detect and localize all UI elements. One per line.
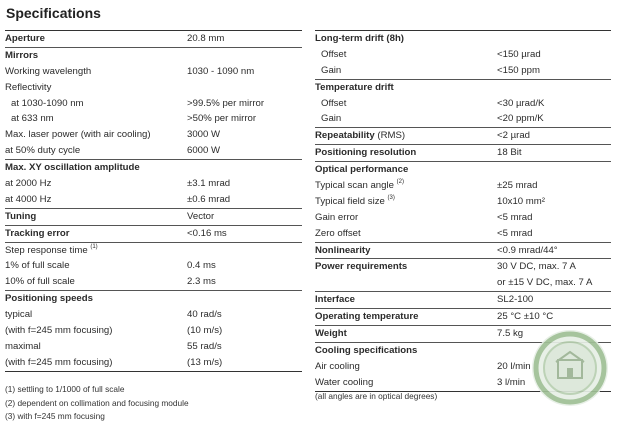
spec-value: (10 m/s) — [187, 325, 223, 337]
spec-label — [315, 292, 355, 308]
spec-row — [5, 143, 302, 159]
spec-label — [315, 194, 395, 210]
spec-label — [315, 326, 347, 342]
spec-label-text: Gain error — [315, 211, 359, 223]
spec-label-text: Long-term drift (8h) — [315, 33, 404, 44]
spec-row — [5, 30, 302, 47]
spec-label-text: Optical performance — [315, 164, 409, 176]
spec-label — [315, 111, 341, 127]
footnote-ref: (1) — [90, 243, 98, 250]
spec-row — [5, 274, 302, 290]
spec-label — [315, 259, 407, 275]
spec-value: <0.9 mrad/44° — [497, 244, 558, 256]
spec-label-text: Positioning speeds — [5, 293, 93, 305]
spec-label-text: Mirrors — [5, 49, 39, 61]
spec-row — [315, 258, 611, 291]
spec-label-text: (with f=245 mm focusing) — [5, 325, 113, 337]
spec-label — [5, 291, 93, 307]
spec-row — [315, 242, 611, 259]
spec-row — [5, 47, 302, 64]
spec-row — [5, 159, 302, 176]
spec-value: 10x10 mm² — [497, 195, 545, 207]
spec-value: 40 rad/s — [187, 309, 222, 321]
spec-value: (13 m/s) — [187, 356, 223, 368]
watermark-seal — [532, 330, 608, 406]
spec-row — [5, 307, 302, 323]
spec-label-text: Max. laser power (with air cooling) — [5, 129, 151, 141]
spec-value: 3000 W — [187, 129, 221, 141]
spec-value: >50% per mirror — [187, 113, 257, 125]
spec-label-text: Air cooling — [315, 360, 360, 372]
spec-label-text: Reflectivity — [5, 81, 52, 93]
spec-label-text: Nonlinearity — [315, 244, 371, 256]
spec-label-text: typical — [5, 309, 33, 321]
spec-table-left — [5, 30, 302, 372]
spec-row — [315, 111, 611, 127]
spec-row — [5, 339, 302, 355]
spec-label — [5, 176, 51, 192]
spec-label — [5, 127, 151, 143]
spec-value: <150 ppm — [497, 64, 540, 76]
spec-label — [5, 274, 75, 290]
spec-value: Vector — [187, 210, 215, 222]
spec-label — [5, 243, 98, 259]
spec-label-text: Interface — [315, 294, 355, 306]
spec-label-text: maximal — [5, 340, 41, 352]
spec-label — [315, 31, 404, 47]
spec-row — [315, 127, 611, 144]
spec-label-text: Step response time — [5, 244, 88, 256]
spec-row — [5, 192, 302, 208]
spec-value: SL2-100 — [497, 294, 534, 306]
spec-label-text: at 4000 Hz — [5, 193, 52, 205]
spec-row — [315, 226, 611, 242]
spec-label — [5, 31, 45, 47]
spec-value: 3 l/min — [497, 376, 526, 388]
spec-row — [5, 64, 302, 80]
spec-label — [315, 128, 405, 144]
spec-value: <20 ppm/K — [497, 113, 544, 125]
spec-label — [5, 80, 51, 96]
spec-label — [5, 355, 112, 371]
spec-value: <30 µrad/K — [497, 97, 545, 109]
spec-row — [315, 47, 611, 63]
spec-label — [315, 210, 358, 226]
spec-label — [315, 47, 346, 63]
spec-label-text: Offset — [321, 48, 347, 60]
spec-value: ±0.6 mrad — [187, 193, 231, 205]
footnote-ref: (2) — [396, 179, 404, 186]
spec-label — [5, 307, 32, 323]
spec-label-text: Power requirements — [315, 261, 408, 273]
spec-value: <150 µrad — [497, 48, 541, 60]
spec-label — [5, 64, 91, 80]
spec-value: 30 V DC, max. 7 A or ±15 V DC, max. 7 A — [497, 261, 593, 289]
footnote: (1) settling to 1/1000 of full scale — [5, 384, 125, 394]
spec-row — [315, 161, 611, 178]
spec-row — [5, 111, 302, 127]
spec-row — [5, 176, 302, 192]
spec-label-text: Operating temperature — [315, 311, 419, 323]
spec-label — [315, 96, 346, 112]
spec-label-text: at 1030-1090 nm — [11, 97, 84, 109]
spec-label-text: (with f=245 mm focusing) — [5, 356, 113, 368]
spec-row — [5, 208, 302, 225]
spec-label-text: Gain — [321, 113, 342, 125]
spec-value: <2 µrad — [497, 130, 530, 142]
spec-label-text: at 50% duty cycle — [5, 145, 81, 157]
spec-row — [315, 96, 611, 112]
spec-value: 1030 - 1090 nm — [187, 65, 255, 77]
spec-label-text: Typical field size — [315, 195, 385, 207]
footnote: (2) dependent on collimation and focusing module — [5, 397, 189, 408]
spec-label — [5, 160, 140, 176]
spec-row — [315, 144, 611, 161]
spec-row — [5, 225, 302, 242]
spec-label — [5, 339, 41, 355]
spec-label-text: 10% of full scale — [5, 276, 75, 288]
spec-label-text: Aperture — [5, 33, 45, 44]
spec-row — [315, 63, 611, 79]
spec-label — [315, 243, 370, 259]
footnote-ref: (3) — [387, 194, 395, 201]
spec-row — [5, 323, 302, 339]
spec-label-text: Water cooling — [315, 376, 374, 388]
spec-label — [315, 343, 417, 359]
spec-row — [5, 355, 302, 372]
spec-label-text: Tracking error — [5, 227, 70, 239]
spec-label — [315, 162, 408, 178]
spec-row — [315, 79, 611, 96]
spec-label-text: Typical scan angle — [315, 180, 394, 192]
spec-label — [5, 258, 70, 274]
spec-label-text: 1% of full scale — [5, 260, 70, 272]
spec-label-text: at 633 nm — [11, 113, 54, 125]
spec-label-text: Zero offset — [315, 227, 361, 239]
spec-label — [5, 96, 84, 112]
spec-value: 2.3 ms — [187, 276, 216, 288]
spec-value: 7.5 kg — [497, 328, 524, 340]
spec-row — [5, 127, 302, 143]
spec-label — [5, 209, 36, 225]
spec-label — [315, 80, 394, 96]
spec-label — [5, 323, 112, 339]
spec-row — [5, 96, 302, 112]
spec-label-text: Weight — [315, 328, 347, 340]
angle-note: (all angles are in optical degrees) — [315, 391, 438, 401]
spec-label — [5, 226, 70, 242]
spec-label — [315, 145, 416, 161]
spec-label-text: Offset — [321, 97, 347, 109]
spec-label-text: Gain — [321, 64, 342, 76]
spec-label-text: Tuning — [5, 210, 37, 222]
spec-label-extra: (RMS) — [374, 130, 406, 142]
spec-value: <0.16 ms — [187, 227, 227, 239]
spec-value: 20.8 mm — [187, 33, 225, 44]
spec-label-text: Max. XY oscillation amplitude — [5, 162, 140, 174]
spec-label — [315, 63, 341, 79]
spec-label — [5, 111, 54, 127]
spec-label — [315, 309, 418, 325]
spec-row — [315, 291, 611, 308]
spec-value: ±25 mrad — [497, 180, 538, 192]
spec-value: ±3.1 mrad — [187, 178, 231, 190]
spec-value: <5 mrad — [497, 211, 533, 223]
spec-label — [315, 375, 373, 391]
spec-value: 0.4 ms — [187, 260, 216, 272]
spec-value: 18 Bit — [497, 147, 522, 159]
spec-row — [5, 242, 302, 259]
spec-label — [315, 226, 361, 242]
spec-label-text: Repeatability — [315, 130, 375, 142]
spec-row — [315, 194, 611, 210]
spec-label — [315, 359, 360, 375]
spec-row — [5, 290, 302, 307]
spec-label-text: Cooling specifications — [315, 344, 418, 356]
spec-row — [315, 30, 611, 47]
footnote: (3) with f=245 mm focusing — [5, 411, 105, 421]
spec-label-text: at 2000 Hz — [5, 178, 52, 190]
page-title: Specifications — [6, 5, 101, 21]
spec-row — [5, 258, 302, 274]
spec-row — [315, 210, 611, 226]
spec-label-text: Positioning resolution — [315, 147, 417, 159]
spec-value: 55 rad/s — [187, 340, 222, 352]
spec-value: 20 l/min — [497, 360, 531, 372]
spec-label-text: Working wavelength — [5, 65, 92, 77]
footnotes — [5, 383, 189, 424]
spec-label — [5, 48, 38, 64]
spec-value: <5 mrad — [497, 227, 533, 239]
spec-row — [315, 308, 611, 325]
spec-row — [315, 178, 611, 194]
spec-label — [315, 178, 404, 194]
spec-row — [5, 80, 302, 96]
spec-label — [5, 192, 51, 208]
spec-value: 25 °C ±10 °C — [497, 311, 554, 323]
spec-label-text: Temperature drift — [315, 81, 394, 93]
spec-label — [5, 143, 80, 159]
spec-value: 6000 W — [187, 145, 221, 157]
spec-value: >99.5% per mirror — [187, 97, 265, 109]
